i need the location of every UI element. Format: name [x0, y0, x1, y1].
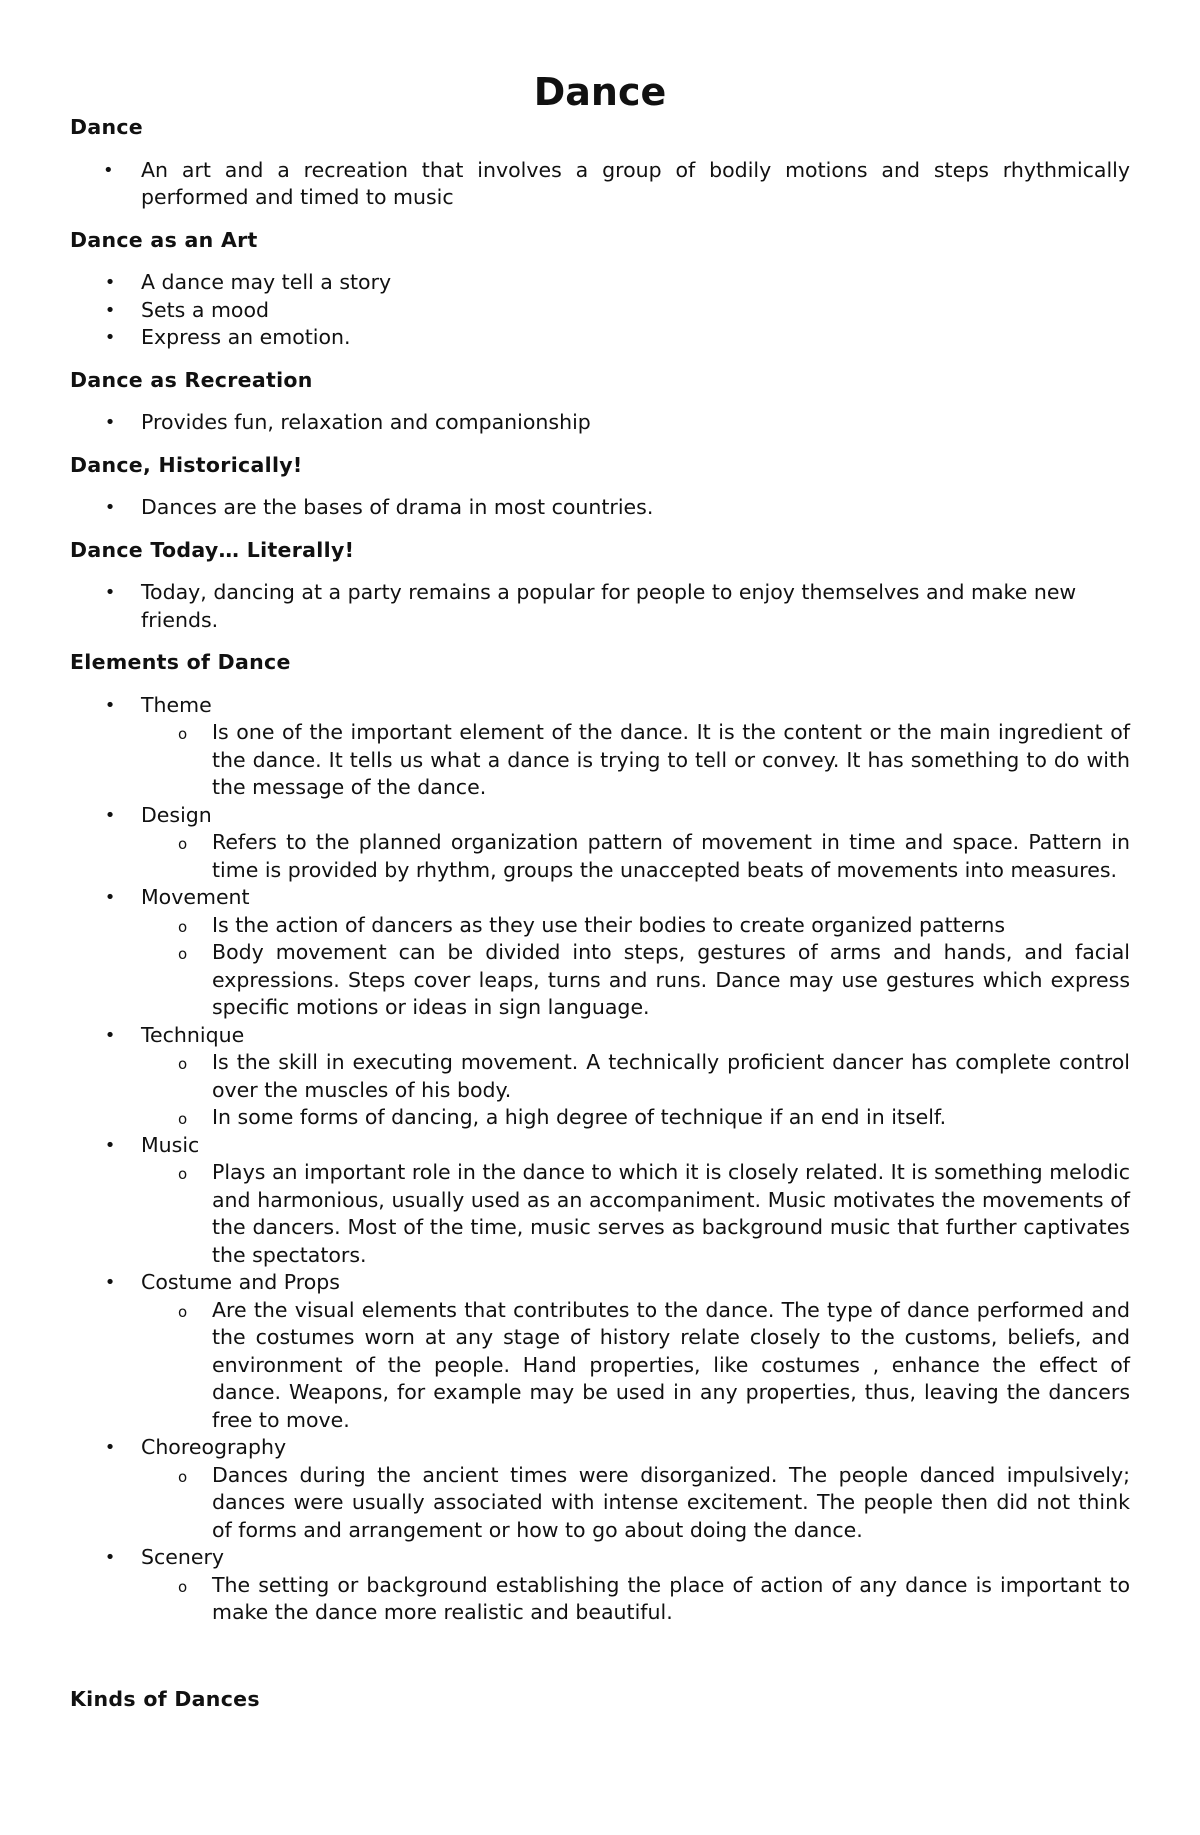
element-item — [70, 692, 1130, 802]
sub-list — [141, 1462, 1130, 1545]
element-item — [70, 1544, 1130, 1627]
bullet-icon: • — [104, 1272, 116, 1293]
sub-list — [141, 1297, 1130, 1435]
sub-list — [141, 719, 1130, 802]
circle-bullet-icon: o — [178, 725, 188, 743]
element-label: Movement — [141, 885, 250, 909]
element-item — [70, 1132, 1130, 1270]
element-item — [70, 884, 1130, 1022]
bullet-icon: • — [104, 887, 116, 908]
element-label: Design — [141, 802, 212, 827]
section-heading: Dance Today… Literally! — [70, 537, 355, 562]
sub-item — [70, 939, 1130, 1022]
sub-list — [141, 1159, 1130, 1269]
list-item-text: Express an emotion. — [141, 325, 351, 349]
sub-item — [70, 912, 1130, 940]
bullet-icon: • — [104, 1437, 116, 1458]
document-body — [70, 114, 1130, 1713]
sub-item-text: Is the action of dancers as they use their bodies to create organized patterns — [212, 912, 1006, 937]
list-item — [70, 157, 1130, 212]
page-title: Dance — [533, 70, 667, 114]
sub-list — [141, 829, 1130, 884]
sub-item-text: Dances during the ancient times were disorganized. The people danced impulsively; dances were usually associated with intense excitement. The people then did not think of forms and arrangement or how to go about doing the dance. — [212, 1462, 1130, 1542]
circle-bullet-icon: o — [178, 1577, 188, 1596]
bullet-list — [70, 157, 1130, 212]
list-item-text: Sets a mood — [141, 297, 270, 322]
bullet-icon: • — [104, 299, 116, 321]
bullet-list — [70, 269, 1130, 352]
element-label: Music — [141, 1132, 200, 1157]
sub-list — [141, 1049, 1130, 1132]
bullet-icon: • — [104, 272, 116, 293]
section-heading: Dance as Recreation — [70, 367, 313, 392]
sub-item — [70, 1572, 1130, 1627]
sub-item — [70, 719, 1130, 802]
sub-item-text: Body movement can be divided into steps, gestures of arms and hands, and facial expressions. Steps cover leaps, turns and runs. Dance may use gestures which express specific motions or ideas in sign language. — [212, 940, 1130, 1019]
list-item-text: Today, dancing at a party remains a popular for people to enjoy themselves and make new friends. — [141, 580, 1077, 632]
circle-bullet-icon: o — [178, 1055, 188, 1073]
list-item-text: Dances are the bases of drama in most countries. — [141, 495, 654, 519]
bullet-icon: • — [104, 327, 116, 348]
element-item — [70, 1022, 1130, 1132]
sub-item-text: In some forms of dancing, a high degree of technique if an end in itself. — [212, 1105, 947, 1129]
bullet-icon: • — [104, 1134, 116, 1156]
section-heading: Dance as an Art — [70, 227, 258, 252]
bullet-list — [70, 494, 1130, 522]
section-heading: Dance, Historically! — [70, 452, 303, 477]
list-item-text: A dance may tell a story — [141, 270, 392, 294]
list-item — [70, 297, 1130, 325]
circle-bullet-icon: o — [178, 1110, 188, 1128]
element-label: Scenery — [141, 1545, 225, 1569]
list-item — [70, 409, 1130, 437]
sub-item-text: Plays an important role in the dance to which it is closely related. It is something melodic and harmonious, usually used as an accompaniment. Music motivates the movements of the dancers. Most of the time, music serves as background music that further captivates the spectators. — [212, 1160, 1130, 1267]
list-item — [70, 579, 1130, 634]
sub-item — [70, 1049, 1130, 1104]
list-item-text: An art and a recreation that involves a group of bodily motions and steps rhythmically performed and timed to music — [141, 157, 1130, 209]
sub-list — [141, 1572, 1130, 1627]
list-item — [70, 494, 1130, 522]
elements-list — [70, 692, 1130, 1627]
circle-bullet-icon: o — [178, 1467, 188, 1486]
sub-item-text: Is one of the important element of the dance. It is the content or the main ingredient of the dance. It tells us what a dance is trying to tell or convey. It has something to do with the message of the dance. — [212, 720, 1130, 799]
list-item — [70, 324, 1130, 352]
section-heading: Dance — [70, 115, 143, 139]
circle-bullet-icon: o — [178, 1165, 188, 1183]
list-item — [70, 269, 1130, 297]
sub-item-text: The setting or background establishing the place of action of any dance is important to make the dance more realistic and beautiful. — [212, 1572, 1130, 1624]
element-label: Costume and Props — [141, 1270, 340, 1294]
element-item — [70, 802, 1130, 885]
bullet-icon: • — [104, 1547, 116, 1568]
sub-item-text: Refers to the planned organization pattern of movement in time and space. Pattern in time is provided by rhythm, groups the unaccepted beats of movements into measures. — [212, 830, 1130, 882]
element-item — [70, 1269, 1130, 1434]
section-heading-kinds: Kinds of Dances — [70, 1686, 260, 1711]
sub-item — [70, 1159, 1130, 1269]
element-label: Choreography — [141, 1435, 287, 1459]
bullet-icon: • — [104, 412, 116, 433]
sub-item — [70, 1462, 1130, 1545]
bullet-list — [70, 409, 1130, 437]
circle-bullet-icon: o — [178, 945, 188, 963]
element-label: Theme — [141, 692, 212, 717]
bullet-icon: • — [104, 694, 116, 716]
bullet-icon: • — [104, 804, 116, 826]
element-label: Technique — [141, 1022, 245, 1047]
list-item-text: Provides fun, relaxation and companionship — [141, 410, 591, 434]
element-item — [70, 1434, 1130, 1544]
sub-item — [70, 1297, 1130, 1435]
bullet-list — [70, 579, 1130, 634]
circle-bullet-icon: o — [178, 835, 188, 853]
sub-item-text: Is the skill in executing movement. A technically proficient dancer has complete control over the muscles of his body. — [212, 1050, 1130, 1102]
bullet-icon: • — [104, 582, 116, 603]
section-heading: Elements of Dance — [70, 650, 291, 674]
sub-item-text: Are the visual elements that contributes to the dance. The type of dance performed and the costumes worn at any stage of history relate closely to the customs, beliefs, and environment of the people. Hand properties, like costumes , enhance the effect of dance. Weapons, for example may be used in any properties, thus, leaving the dancers free to move. — [212, 1297, 1130, 1432]
circle-bullet-icon: o — [178, 917, 188, 936]
sub-list — [141, 912, 1130, 1022]
sub-item — [70, 1104, 1130, 1132]
blank-line — [70, 1642, 1130, 1686]
bullet-icon: • — [104, 1024, 116, 1046]
circle-bullet-icon: o — [178, 1302, 188, 1321]
sub-item — [70, 829, 1130, 884]
bullet-icon: • — [103, 159, 114, 181]
bullet-icon: • — [104, 497, 116, 518]
